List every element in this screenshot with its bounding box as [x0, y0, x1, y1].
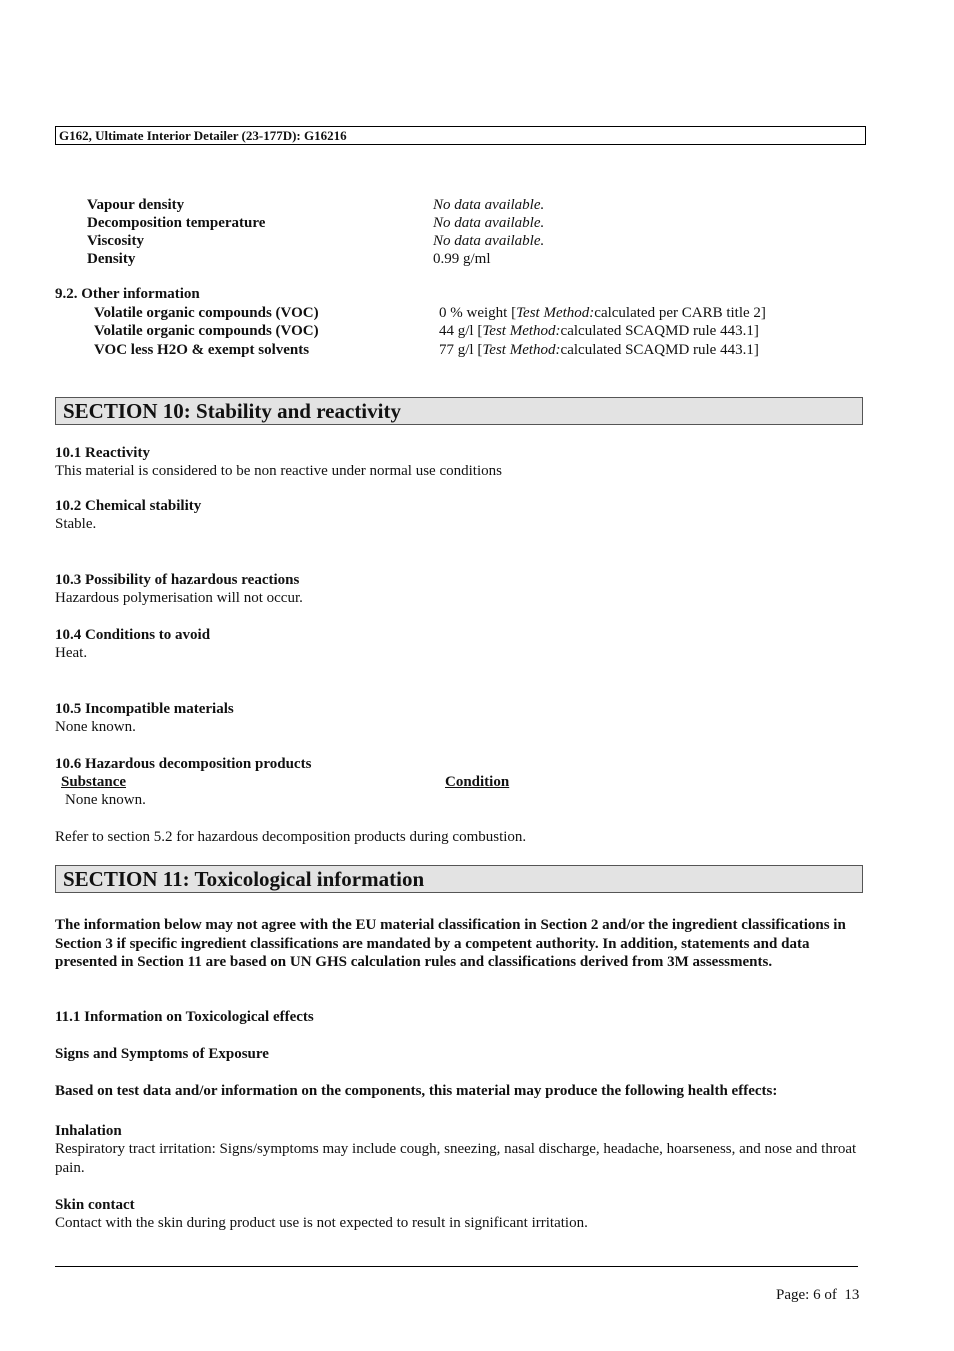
- property-value-decomposition-temperature: No data available.: [433, 215, 545, 231]
- property-value-density: 0.99 g/ml: [433, 251, 491, 267]
- chemical-stability-text: Stable.: [55, 516, 97, 532]
- toxicology-intro: The information below may not agree with the EU material classification in Section 2 and/or the ingredient classifications in Section 3 if specific ingredient classifications are mandated by a competent authority. In addition, statements and data presented in Section 11 are based on UN GHS calculation rules and classifications derived from 3M assessments.: [55, 917, 846, 970]
- voc-value-3: 77 g/l [Test Method:calculated SCAQMD rule 443.1]: [439, 342, 759, 358]
- document-title: G162, Ultimate Interior Detailer (23-177D): G16216: [59, 128, 347, 143]
- property-label-vapour-density: Vapour density: [87, 197, 185, 213]
- conditions-to-avoid-heading: 10.4 Conditions to avoid: [55, 627, 211, 643]
- voc-label-1: Volatile organic compounds (VOC): [94, 305, 319, 321]
- reactivity-heading: 10.1 Reactivity: [55, 445, 150, 461]
- property-value-vapour-density: No data available.: [433, 197, 545, 213]
- incompatible-materials-heading: 10.5 Incompatible materials: [55, 701, 234, 717]
- document-header: [55, 126, 866, 145]
- decomposition-products-heading: 10.6 Hazardous decomposition products: [55, 756, 312, 772]
- toxicological-effects-heading: 11.1 Information on Toxicological effects: [55, 1009, 314, 1025]
- voc-label-3: VOC less H2O & exempt solvents: [94, 342, 310, 358]
- skin-contact-heading: Skin contact: [55, 1197, 135, 1213]
- decomposition-note: Refer to section 5.2 for hazardous decomposition products during combustion.: [55, 829, 527, 845]
- chemical-stability-heading: 10.2 Chemical stability: [55, 498, 202, 514]
- property-label-viscosity: Viscosity: [87, 233, 144, 249]
- voc-value-2: 44 g/l [Test Method:calculated SCAQMD rule 443.1]: [439, 323, 759, 339]
- hazardous-reactions-heading: 10.3 Possibility of hazardous reactions: [55, 572, 300, 588]
- property-label-decomposition-temperature: Decomposition temperature: [87, 215, 266, 231]
- health-effects-statement: Based on test data and/or information on the components, this material may produce the following health effects:: [55, 1083, 778, 1099]
- section-10-header: [55, 397, 863, 425]
- condition-column-header: Condition: [445, 774, 510, 790]
- page-number: Page: 6 of 13: [776, 1287, 860, 1303]
- footer-divider: [55, 1266, 858, 1267]
- other-information-heading: 9.2. Other information: [55, 286, 200, 302]
- skin-contact-text: Contact with the skin during product use is not expected to result in significant irritation.: [55, 1215, 588, 1231]
- property-value-viscosity: No data available.: [433, 233, 545, 249]
- voc-value-1: 0 % weight [Test Method:calculated per CARB title 2]: [439, 305, 766, 321]
- reactivity-text: This material is considered to be non reactive under normal use conditions: [55, 463, 502, 479]
- incompatible-materials-text: None known.: [55, 719, 136, 735]
- section-11-title: SECTION 11: Toxicological information: [63, 867, 425, 891]
- property-label-density: Density: [87, 251, 136, 267]
- inhalation-heading: Inhalation: [55, 1123, 122, 1139]
- inhalation-text: Respiratory tract irritation: Signs/symptoms may include cough, sneezing, nasal discharge, headache, hoarseness, and nose and throat pain.: [55, 1141, 857, 1176]
- hazardous-reactions-text: Hazardous polymerisation will not occur.: [55, 590, 303, 606]
- decomposition-substance-value: None known.: [65, 792, 146, 808]
- substance-column-header: Substance: [61, 774, 127, 790]
- section-11-header: [55, 865, 863, 893]
- voc-label-2: Volatile organic compounds (VOC): [94, 323, 319, 339]
- section-10-title: SECTION 10: Stability and reactivity: [63, 399, 401, 423]
- conditions-to-avoid-text: Heat.: [55, 645, 88, 661]
- signs-symptoms-heading: Signs and Symptoms of Exposure: [55, 1046, 269, 1062]
